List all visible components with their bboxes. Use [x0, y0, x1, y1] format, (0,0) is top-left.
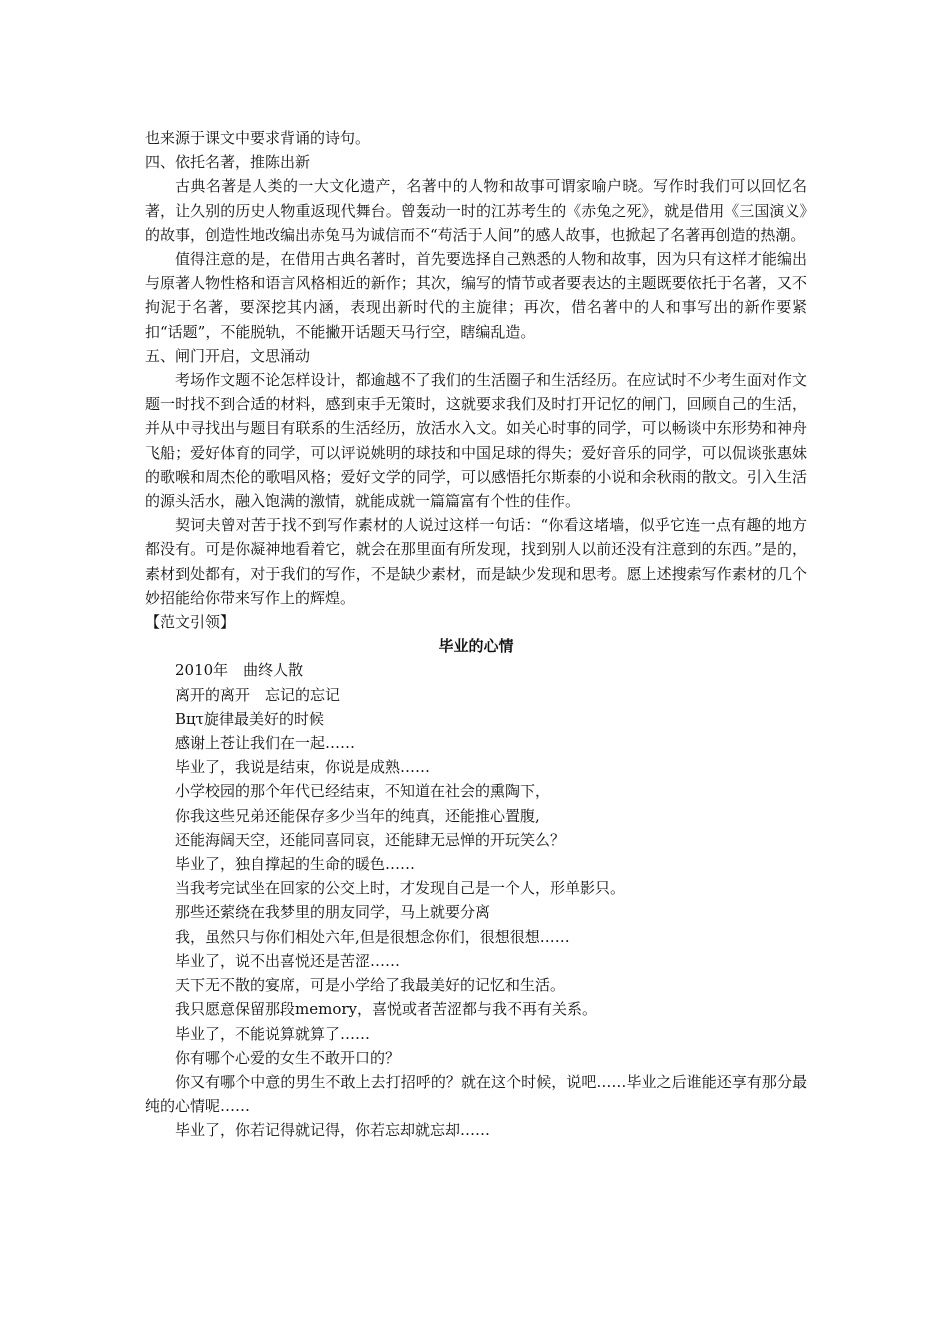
essay-line: 那些还萦绕在我梦里的朋友同学，马上就要分离 — [175, 903, 491, 922]
essay-line: 离开的离开 忘记的忘记 — [175, 685, 341, 704]
paragraph: 值得注意的是，在借用古典名著时，首先要选择自己熟悉的人物和故事，因为只有这样才能编出与原著人物性格和语言风格相近的新作；其次，编写的情节或者要表达的主题既要依托于名著，又不拘泥于名著，要深挖其内涵，表现出新时代的主旋律；再次，借名著中的人和事写出的新作要紧扣“话题”，不能脱轨，不能撇开话题天马行空，瞎编乱造。 — [145, 250, 807, 341]
essay-line: 毕业了，独自撑起的生命的暖色…… — [175, 855, 416, 874]
essay-title: 毕业的心情 — [438, 637, 514, 656]
essay-line: 小学校园的那个年代已经结束，不知道在社会的熏陶下， — [175, 782, 551, 801]
paragraph: 考场作文题不论怎样设计，都逾越不了我们的生活圈子和生活经历。在应试时不少考生面对作文题一时找不到合适的材料，感到束手无策时，这就要求我们及时打开记忆的闸门，回顾自己的生活，并从中寻找出与题目有联系的生活经历，放活水入文。如关心时事的同学，可以畅谈中东形势和神舟飞船；爱好体育的同学，可以评说姚明的球技和中国足球的得失；爱好音乐的同学，可以侃谈张惠妹的歌喉和周杰伦的歌唱风格；爱好文学的同学，可以感悟托尔斯泰的小说和余秋雨的散文。引入生活的源头活水，融入饱满的激情，就能成就一篇篇富有个性的佳作。 — [145, 371, 807, 511]
example-label: 【范文引领】 — [145, 613, 236, 632]
essay-line: 我只愿意保留那段memory，喜悦或者苦涩都与我不再有关系。 — [175, 1000, 598, 1019]
section-heading-4: 四、依托名著，推陈出新 — [145, 153, 311, 172]
essay-line: 还能海阔天空，还能同喜同哀，还能肆无忌惮的开玩笑么？ — [175, 830, 566, 849]
essay-line: 毕业了，我说是结束，你说是成熟…… — [175, 758, 431, 777]
paragraph: 契诃夫曾对苦于找不到写作素材的人说过这样一句话：“你看这堵墙，似乎它连一点有趣的地方都没有。可是你凝神地看着它，就会在那里面有所发现，找到别人以前还没有注意到的东西。”是的，素材到处都有，对于我们的写作，不是缺少素材，而是缺少发现和思考。愿上述搜索写作素材的几个妙招能给你带来写作上的辉煌。 — [145, 516, 807, 607]
essay-body — [145, 658, 807, 1142]
essay-line: 毕业了，说不出喜悦还是苦涩…… — [175, 951, 401, 970]
essay-line: 你有哪个心爱的女生不敢开口的？ — [175, 1048, 401, 1067]
essay-line: 感谢上苍让我们在一起…… — [175, 734, 356, 753]
document-page — [145, 126, 807, 1143]
section-heading-5: 五、闸门开启，文思涌动 — [145, 346, 311, 365]
essay-line: 天下无不散的宴席，可是小学给了我最美好的记忆和生活。 — [175, 976, 566, 995]
essay-line: 当我考完试坐在回家的公交上时，才发现自己是一个人，形单影只。 — [175, 879, 626, 898]
intro-line: 也来源于课文中要求背诵的诗句。 — [145, 129, 371, 147]
essay-line: 你我这些兄弟还能保存多少当年的纯真，还能推心置腹, — [175, 806, 540, 825]
essay-line-wrapped: 你又有哪个中意的男生不敢上去打招呼的？就在这个时候，说吧……毕业之后谁能还享有那分最纯的心情呢…… — [145, 1072, 807, 1116]
essay-line: 毕业了，不能说算就算了…… — [175, 1024, 371, 1043]
essay-line: 我，虽然只与你们相处六年,但是很想念你们，很想很想…… — [175, 927, 570, 946]
essay-line: 毕业了，你若记得就记得，你若忘却就忘却…… — [175, 1121, 491, 1140]
essay-line: Βцτ旋律最美好的时候 — [175, 709, 324, 728]
paragraph: 古典名著是人类的一大文化遗产，名著中的人物和故事可谓家喻户晓。写作时我们可以回忆名著，让久别的历史人物重返现代舞台。曾轰动一时的江苏考生的《赤兔之死》，就是借用《三国演义》的故事，创造性地改编出赤兔马为诚信而不“苟活于人间”的感人故事，也掀起了名著再创造的热潮。 — [145, 177, 807, 244]
essay-line: 2010年 曲终人散 — [175, 661, 304, 680]
